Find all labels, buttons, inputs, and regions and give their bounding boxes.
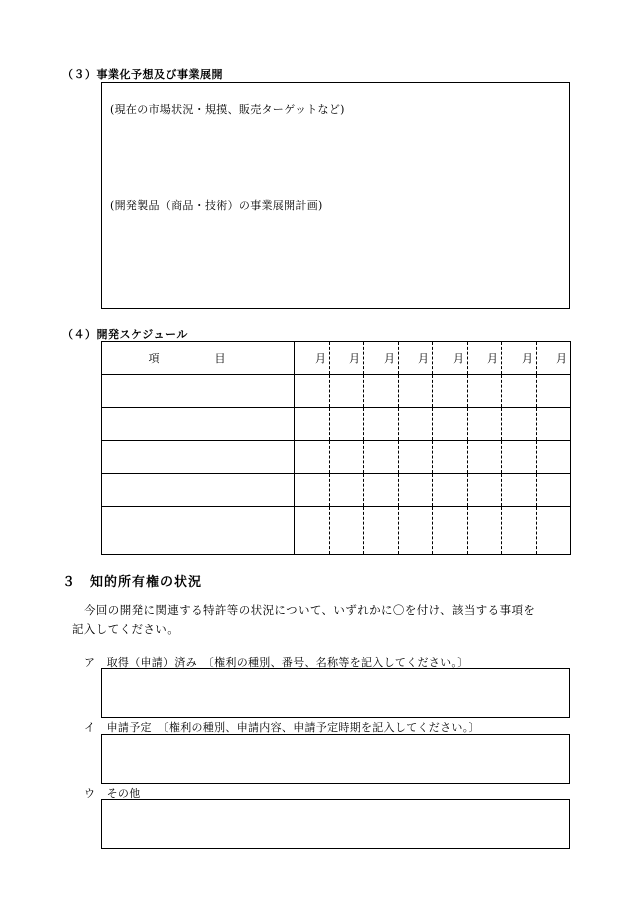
month-cell[interactable] <box>537 441 571 474</box>
month-cell[interactable] <box>295 474 330 507</box>
month-cell[interactable] <box>330 408 364 441</box>
month-header: 月 <box>433 342 468 375</box>
month-cell[interactable] <box>330 441 364 474</box>
schedule-row <box>102 408 571 441</box>
market-status-note: (現在の市場状況・規摸、販売ターゲットなど) <box>110 103 345 116</box>
item-cell[interactable] <box>102 474 295 507</box>
month-cell[interactable] <box>295 441 330 474</box>
business-plan-box[interactable] <box>101 82 570 309</box>
month-cell[interactable] <box>364 441 399 474</box>
product-plan-note: (開発製品（商品・技術）の事業展開計画) <box>110 199 323 212</box>
month-header: 月 <box>399 342 433 375</box>
option-i-label: イ 申請予定 〔権利の種別、申請内容、申請予定時期を記入してください。〕 <box>84 721 480 734</box>
month-header: 月 <box>295 342 330 375</box>
ip-intro-line2: 記入してください。 <box>72 622 180 636</box>
section3-heading: （３）事業化予想及び事業展開 <box>62 68 223 81</box>
schedule-table <box>101 341 571 555</box>
item-cell[interactable] <box>102 507 295 555</box>
month-cell[interactable] <box>295 375 330 408</box>
item-header: 項 目 <box>102 342 295 375</box>
month-cell[interactable] <box>468 408 502 441</box>
month-cell[interactable] <box>364 507 399 555</box>
month-cell[interactable] <box>468 474 502 507</box>
month-cell[interactable] <box>502 408 537 441</box>
month-cell[interactable] <box>330 507 364 555</box>
month-cell[interactable] <box>433 375 468 408</box>
month-cell[interactable] <box>364 474 399 507</box>
schedule-row <box>102 474 571 507</box>
option-i-box[interactable] <box>101 734 570 784</box>
month-cell[interactable] <box>295 408 330 441</box>
month-cell[interactable] <box>330 474 364 507</box>
month-header: 月 <box>364 342 399 375</box>
month-cell[interactable] <box>433 408 468 441</box>
schedule-row <box>102 441 571 474</box>
month-cell[interactable] <box>537 507 571 555</box>
ip-intro-line1: 今回の開発に関連する特許等の状況について、いずれかに〇を付け、該当する事項を <box>84 603 536 617</box>
month-cell[interactable] <box>537 408 571 441</box>
month-header: 月 <box>537 342 571 375</box>
month-cell[interactable] <box>468 375 502 408</box>
month-cell[interactable] <box>295 507 330 555</box>
month-cell[interactable] <box>537 375 571 408</box>
month-cell[interactable] <box>364 375 399 408</box>
month-cell[interactable] <box>330 375 364 408</box>
month-cell[interactable] <box>433 507 468 555</box>
month-cell[interactable] <box>433 474 468 507</box>
item-cell[interactable] <box>102 375 295 408</box>
schedule-row <box>102 375 571 408</box>
month-header: 月 <box>468 342 502 375</box>
section4-heading: （４）開発スケジュール <box>62 328 188 341</box>
option-u-label: ウ その他 <box>84 787 141 800</box>
ip-heading: ３ 知的所有権の状況 <box>62 575 203 590</box>
month-cell[interactable] <box>502 441 537 474</box>
month-cell[interactable] <box>399 375 433 408</box>
month-cell[interactable] <box>364 408 399 441</box>
month-header: 月 <box>502 342 537 375</box>
schedule-header-row <box>102 342 571 375</box>
month-cell[interactable] <box>502 507 537 555</box>
month-cell[interactable] <box>399 408 433 441</box>
month-cell[interactable] <box>399 441 433 474</box>
ip-intro <box>72 601 592 639</box>
schedule-row <box>102 507 571 555</box>
option-u-box[interactable] <box>101 799 570 849</box>
month-cell[interactable] <box>502 375 537 408</box>
month-cell[interactable] <box>433 441 468 474</box>
month-cell[interactable] <box>399 474 433 507</box>
month-header: 月 <box>330 342 364 375</box>
item-cell[interactable] <box>102 441 295 474</box>
item-cell[interactable] <box>102 408 295 441</box>
option-a-box[interactable] <box>101 668 570 718</box>
month-cell[interactable] <box>468 507 502 555</box>
month-cell[interactable] <box>468 441 502 474</box>
month-cell[interactable] <box>502 474 537 507</box>
option-a-label: ア 取得（申請）済み 〔権利の種別、番号、名称等を記入してください。〕 <box>84 656 469 669</box>
month-cell[interactable] <box>399 507 433 555</box>
month-cell[interactable] <box>537 474 571 507</box>
